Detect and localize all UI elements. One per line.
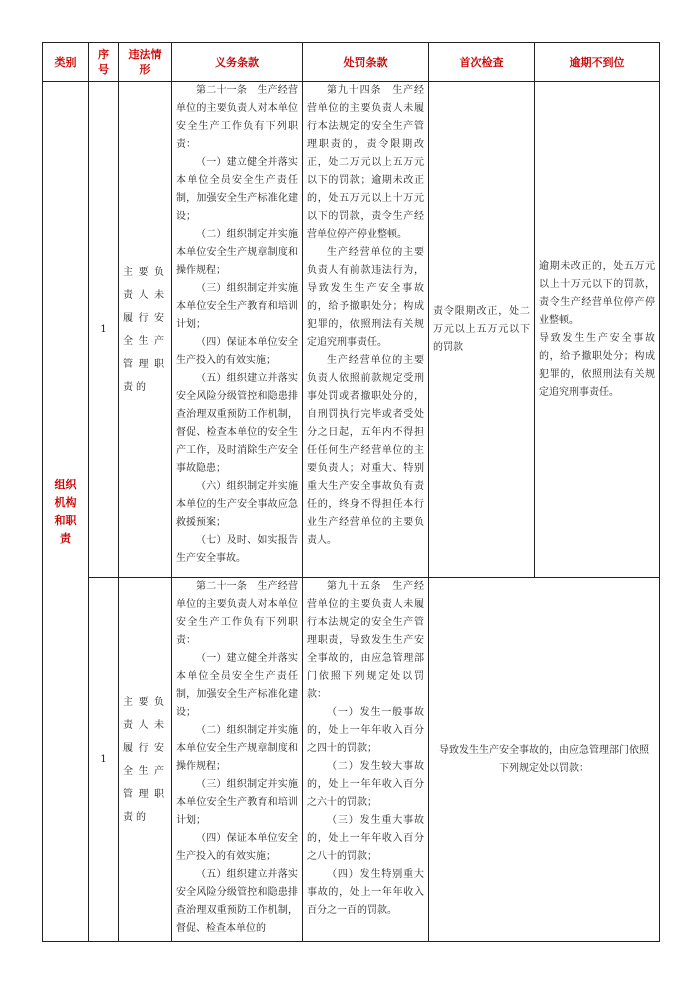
- obligation-cell: [172, 82, 303, 578]
- obligation-line: （一）建立健全并落实本单位全员安全生产责任制，加强安全生产标准化建设；: [176, 653, 298, 718]
- header-seq: 序号: [89, 43, 119, 82]
- obligation-line: 第二十一条 生产经营单位的主要负责人对本单位安全生产工作负有下列职责：: [176, 581, 298, 646]
- penalty-cell: [303, 578, 429, 942]
- first-check-cell: [429, 82, 535, 578]
- category-label: 组织机构和职责: [54, 477, 77, 545]
- seq-cell: 1: [89, 82, 119, 578]
- seq-cell: 1: [89, 578, 119, 942]
- obligation-line: （一）建立健全并落实本单位全员安全生产责任制，加强安全生产标准化建设；: [176, 157, 298, 222]
- first-check-text: 责令限期改正，处二万元以上五万元以下的罚款: [433, 305, 530, 353]
- obligation-line: （五）组织建立并落实安全风险分级管控和隐患排查治理双重预防工作机制，督促、检查本单位的安全生产工作，及时消除生产安全事故隐患；: [176, 373, 298, 474]
- obligation-line: （四）保证本单位安全生产投入的有效实施；: [176, 337, 298, 366]
- overdue-paragraph: 逾期未改正的，处五万元以上十万元以下的罚款，责令生产经营单位停产停业整顿。: [539, 260, 655, 326]
- obligation-cell: [172, 578, 303, 942]
- penalty-paragraph: （三）发生重大事故的，处上一年年收入百分之八十的罚款；: [307, 815, 424, 862]
- penalty-paragraph: 生产经营单位的主要负责人有前款违法行为，导致发生生产安全事故的，给予撤职处分；构成犯罪的，依照刑法有关规定追究刑事责任。: [307, 247, 424, 348]
- obligation-line: 第二十一条 生产经营单位的主要负责人对本单位安全生产工作负有下列职责：: [176, 85, 298, 150]
- header-penalty: 处罚条款: [303, 43, 429, 82]
- header-category: 类别: [43, 43, 89, 82]
- regulation-table: [42, 42, 660, 942]
- obligation-line: （三）组织制定并实施本单位安全生产教育和培训计划；: [176, 779, 298, 826]
- penalty-paragraph: （一）发生一般事故的，处上一年年收入百分之四十的罚款；: [307, 707, 424, 754]
- obligation-line: （五）组织建立并落实安全风险分级管控和隐患排查治理双重预防工作机制，督促、检查本单位的: [176, 869, 298, 934]
- table-row: [43, 82, 660, 578]
- penalty-paragraph: （二）发生较大事故的，处上一年年收入百分之六十的罚款；: [307, 761, 424, 808]
- header-obligation: 义务条款: [172, 43, 303, 82]
- merged-check-text: 导致发生生产安全事故的，由应急管理部门依照下列规定处以罚款：: [439, 744, 649, 774]
- violation-text: 主要负责人未履行安全生产管理职责的: [123, 696, 167, 823]
- penalty-paragraph: （四）发生特别重大事故的，处上一年年收入百分之一百的罚款。: [307, 869, 424, 916]
- header-row: [43, 43, 660, 82]
- penalty-paragraph: 第九十五条 生产经营单位的主要负责人未履行本法规定的安全生产管理职责，导致发生生产安全事故的，由应急管理部门依照下列规定处以罚款：: [307, 581, 424, 700]
- violation-cell: [119, 578, 172, 942]
- penalty-paragraph: 生产经营单位的主要负责人依照前款规定受刑事处罚或者撤职处分的，自刑罚执行完毕或者受处分之日起，五年内不得担任任何生产经营单位的主要负责人；对重大、特别重大生产安全事故负有责任的，终身不得担任本行业生产经营单位的主要负责人。: [307, 355, 424, 546]
- obligation-line: （四）保证本单位安全生产投入的有效实施；: [176, 833, 298, 862]
- obligation-line: （三）组织制定并实施本单位安全生产教育和培训计划；: [176, 283, 298, 330]
- obligation-line: （二）组织制定并实施本单位安全生产规章制度和操作规程；: [176, 229, 298, 276]
- overdue-cell: [535, 82, 660, 578]
- merged-check-cell: [429, 578, 660, 942]
- overdue-paragraph: 导致发生生产安全事故的，给予撤职处分；构成犯罪的，依照刑法有关规定追究刑事责任。: [539, 332, 655, 398]
- violation-cell: [119, 82, 172, 578]
- category-cell: [43, 82, 89, 942]
- obligation-line: （六）组织制定并实施本单位的生产安全事故应急救援预案；: [176, 481, 298, 528]
- violation-text: 主要负责人未履行安全生产管理职责的: [123, 266, 167, 393]
- header-violation: 违法情形: [119, 43, 172, 82]
- obligation-line: （七）及时、如实报告生产安全事故。: [176, 535, 298, 564]
- table-row: [43, 578, 660, 942]
- obligation-line: （二）组织制定并实施本单位安全生产规章制度和操作规程；: [176, 725, 298, 772]
- header-first-check: 首次检查: [429, 43, 535, 82]
- penalty-paragraph: 第九十四条 生产经营单位的主要负责人未履行本法规定的安全生产管理职责的，责令限期改正，处二万元以上五万元以下的罚款；逾期未改正的，处五万元以上十万元以下的罚款，责令生产经营单位停产停业整顿。: [307, 85, 424, 240]
- penalty-cell: [303, 82, 429, 578]
- header-overdue: 逾期不到位: [535, 43, 660, 82]
